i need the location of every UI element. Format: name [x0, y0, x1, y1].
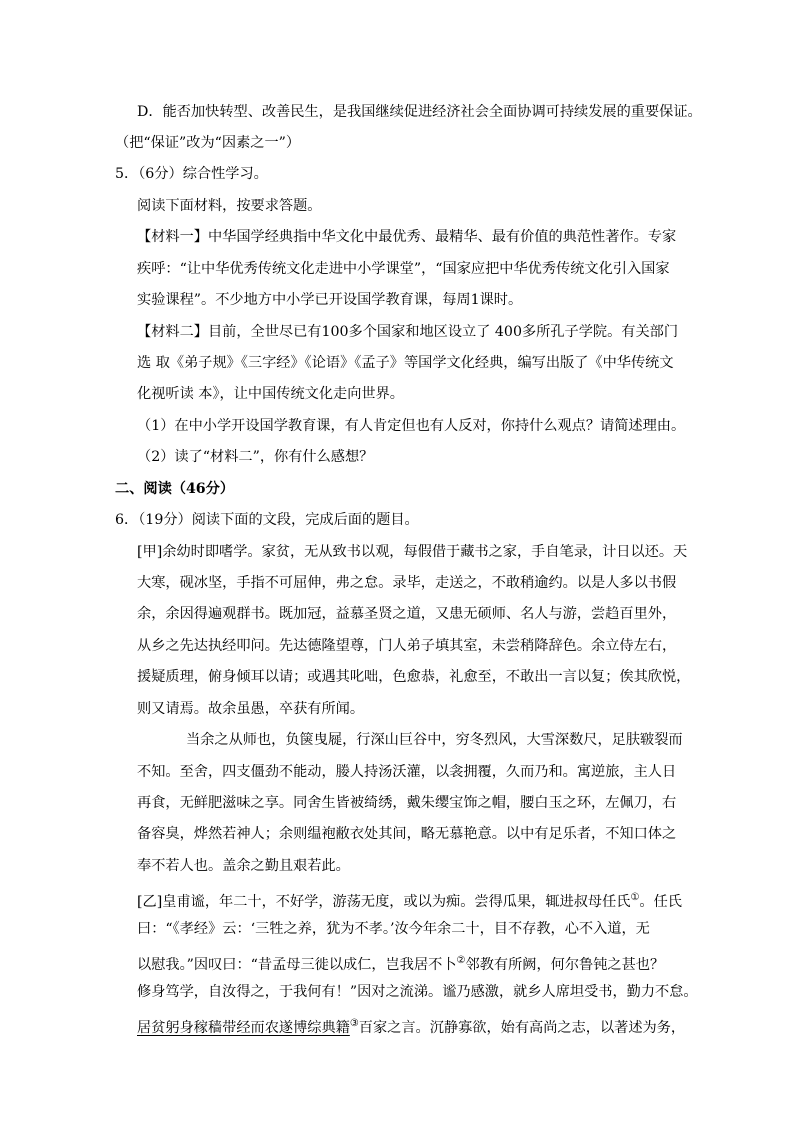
question-5-sub-2: （2）读了“材料二”，你有什么感想？ — [137, 449, 374, 465]
passage-yi-line-5 — [137, 1008, 685, 1044]
passage-yi-line-2: 曰：“《孝经》云：‘三牲之养，犹为不孝。’汝今年余二十，目不存教，心不入道，无 — [137, 921, 650, 937]
passage-yi-line-1 — [137, 882, 682, 918]
passage-yi-line-1-tail: 。任氏 — [639, 894, 682, 910]
passage-jia-para2-line-4: 备容臭，烨然若神人；余则缊袍敝衣处其间，略无慕艳意。以中有足乐者，不知口体之 — [137, 826, 677, 842]
material-one-line-1: 【材料一】中华国学经典指中华文化中最优秀、最精华、最有价值的典范性著作。专家 — [137, 229, 677, 245]
material-one-line-3: 实验课程”。不少地方中小学已开设国学教育课，每周1课时。 — [137, 292, 523, 308]
passage-yi-line-1-text: [乙]皇甫谧，年二十，不好学，游荡无度，或以为痴。尝得瓜果，辄进叔母任氏 — [137, 894, 631, 910]
passage-jia-line-1: [甲]余幼时即嗜学。家贫，无从致书以观，每假借于藏书之家，手自笔录，计日以还。天 — [137, 544, 688, 560]
passage-jia-para2-line-2: 不知。至舍，四支僵劲不能动，媵人持汤沃灌，以衾拥覆，久而乃和。寓逆旅，主人日 — [137, 764, 677, 780]
footnote-marker-1: ① — [630, 892, 640, 903]
option-d-correction: （把“保证”改为“因素之一”） — [115, 135, 301, 151]
material-two-line-1: 【材料二】目前，全世尽已有100多个国家和地区设立了 400多所孔子学院。有关部门 — [137, 324, 679, 340]
material-two-line-2: 选 取《弟子规》《三字经》《论语》《孟子》等国学文化经典，编写出版了《中华传统文 — [137, 355, 674, 371]
passage-jia-para2-line-5: 奉不若人也。盖余之勤且艰若此。 — [137, 858, 350, 874]
footnote-marker-2: ② — [456, 955, 466, 966]
passage-jia-line-5: 援疑质理，俯身倾耳以请；或遇其叱咄，色愈恭，礼愈至，不敢出一言以复；俟其欣悦， — [137, 669, 691, 685]
passage-jia-para2-line-3: 再食，无鲜肥滋味之享。同舍生皆被绮绣，戴朱缨宝饰之帽，腰白玉之环，左佩刀，右 — [137, 795, 677, 811]
question-5-title: 5．（6分）综合性学习。 — [115, 166, 268, 182]
passage-yi-line-5-tail: 百家之言。沉静寡欲，始有高尚之志，以著述为务， — [358, 1020, 686, 1036]
material-one-line-2: 疾呼：“让中华优秀传统文化走进中小学课堂”，“国家应把中华优秀传统文化引入国家 — [137, 261, 670, 277]
question-5-instruction: 阅读下面材料，按要求答题。 — [137, 198, 322, 214]
passage-jia-line-6: 则又请焉。故余虽愚，卒获有所闻。 — [137, 701, 365, 717]
passage-jia-para2-line-1: 当余之从师也，负箧曳屣，行深山巨谷中，穷冬烈风，大雪深数尺，足肤皲裂而 — [186, 732, 683, 748]
footnote-marker-3: ③ — [349, 1018, 359, 1029]
passage-yi-line-3-text: 以慰我。”因叹曰：“昔孟母三徙以成仁，岂我居不卜 — [137, 957, 457, 973]
passage-jia-line-2: 大寒，砚冰坚，手指不可屈伸，弗之怠。录毕，走送之，不敢稍逾约。以是人多以书假 — [137, 575, 677, 591]
section-2-heading: 二、阅读（46分） — [115, 481, 235, 497]
passage-yi-line-3 — [137, 945, 664, 981]
underlined-sentence: 居贫躬身稼穑带经而农遂博综典籍 — [137, 1020, 350, 1036]
option-d-line: D．能否加快转型、改善民生，是我国继续促进经济社会全面协调可持续发展的重要保证。 — [137, 104, 702, 120]
passage-jia-line-4: 从乡之先达执经叩问。先达德隆望尊，门人弟子填其室，未尝稍降辞色。余立侍左右， — [137, 638, 677, 654]
passage-yi-line-3-tail: 邻教有所阙，何尔鲁钝之甚也？ — [465, 957, 665, 973]
question-5-sub-1: （1）在中小学开设国学教育课，有人肯定但也有人反对，你持什么观点？请简述理由。 — [137, 418, 686, 434]
material-two-line-3: 化视听读 本》，让中国传统文化走向世界。 — [137, 386, 404, 402]
passage-jia-line-3: 余，余因得遍观群书。既加冠，益慕圣贤之道，又患无硕师、名人与游，尝趋百里外， — [137, 606, 677, 622]
question-6-title: 6．（19分）阅读下面的文段，完成后面的题目。 — [115, 512, 419, 528]
passage-yi-line-4: 修身笃学，自汝得之，于我何有！”因对之流涕。谧乃感激，就乡人席坦受书，勤力不怠。 — [137, 984, 698, 1000]
